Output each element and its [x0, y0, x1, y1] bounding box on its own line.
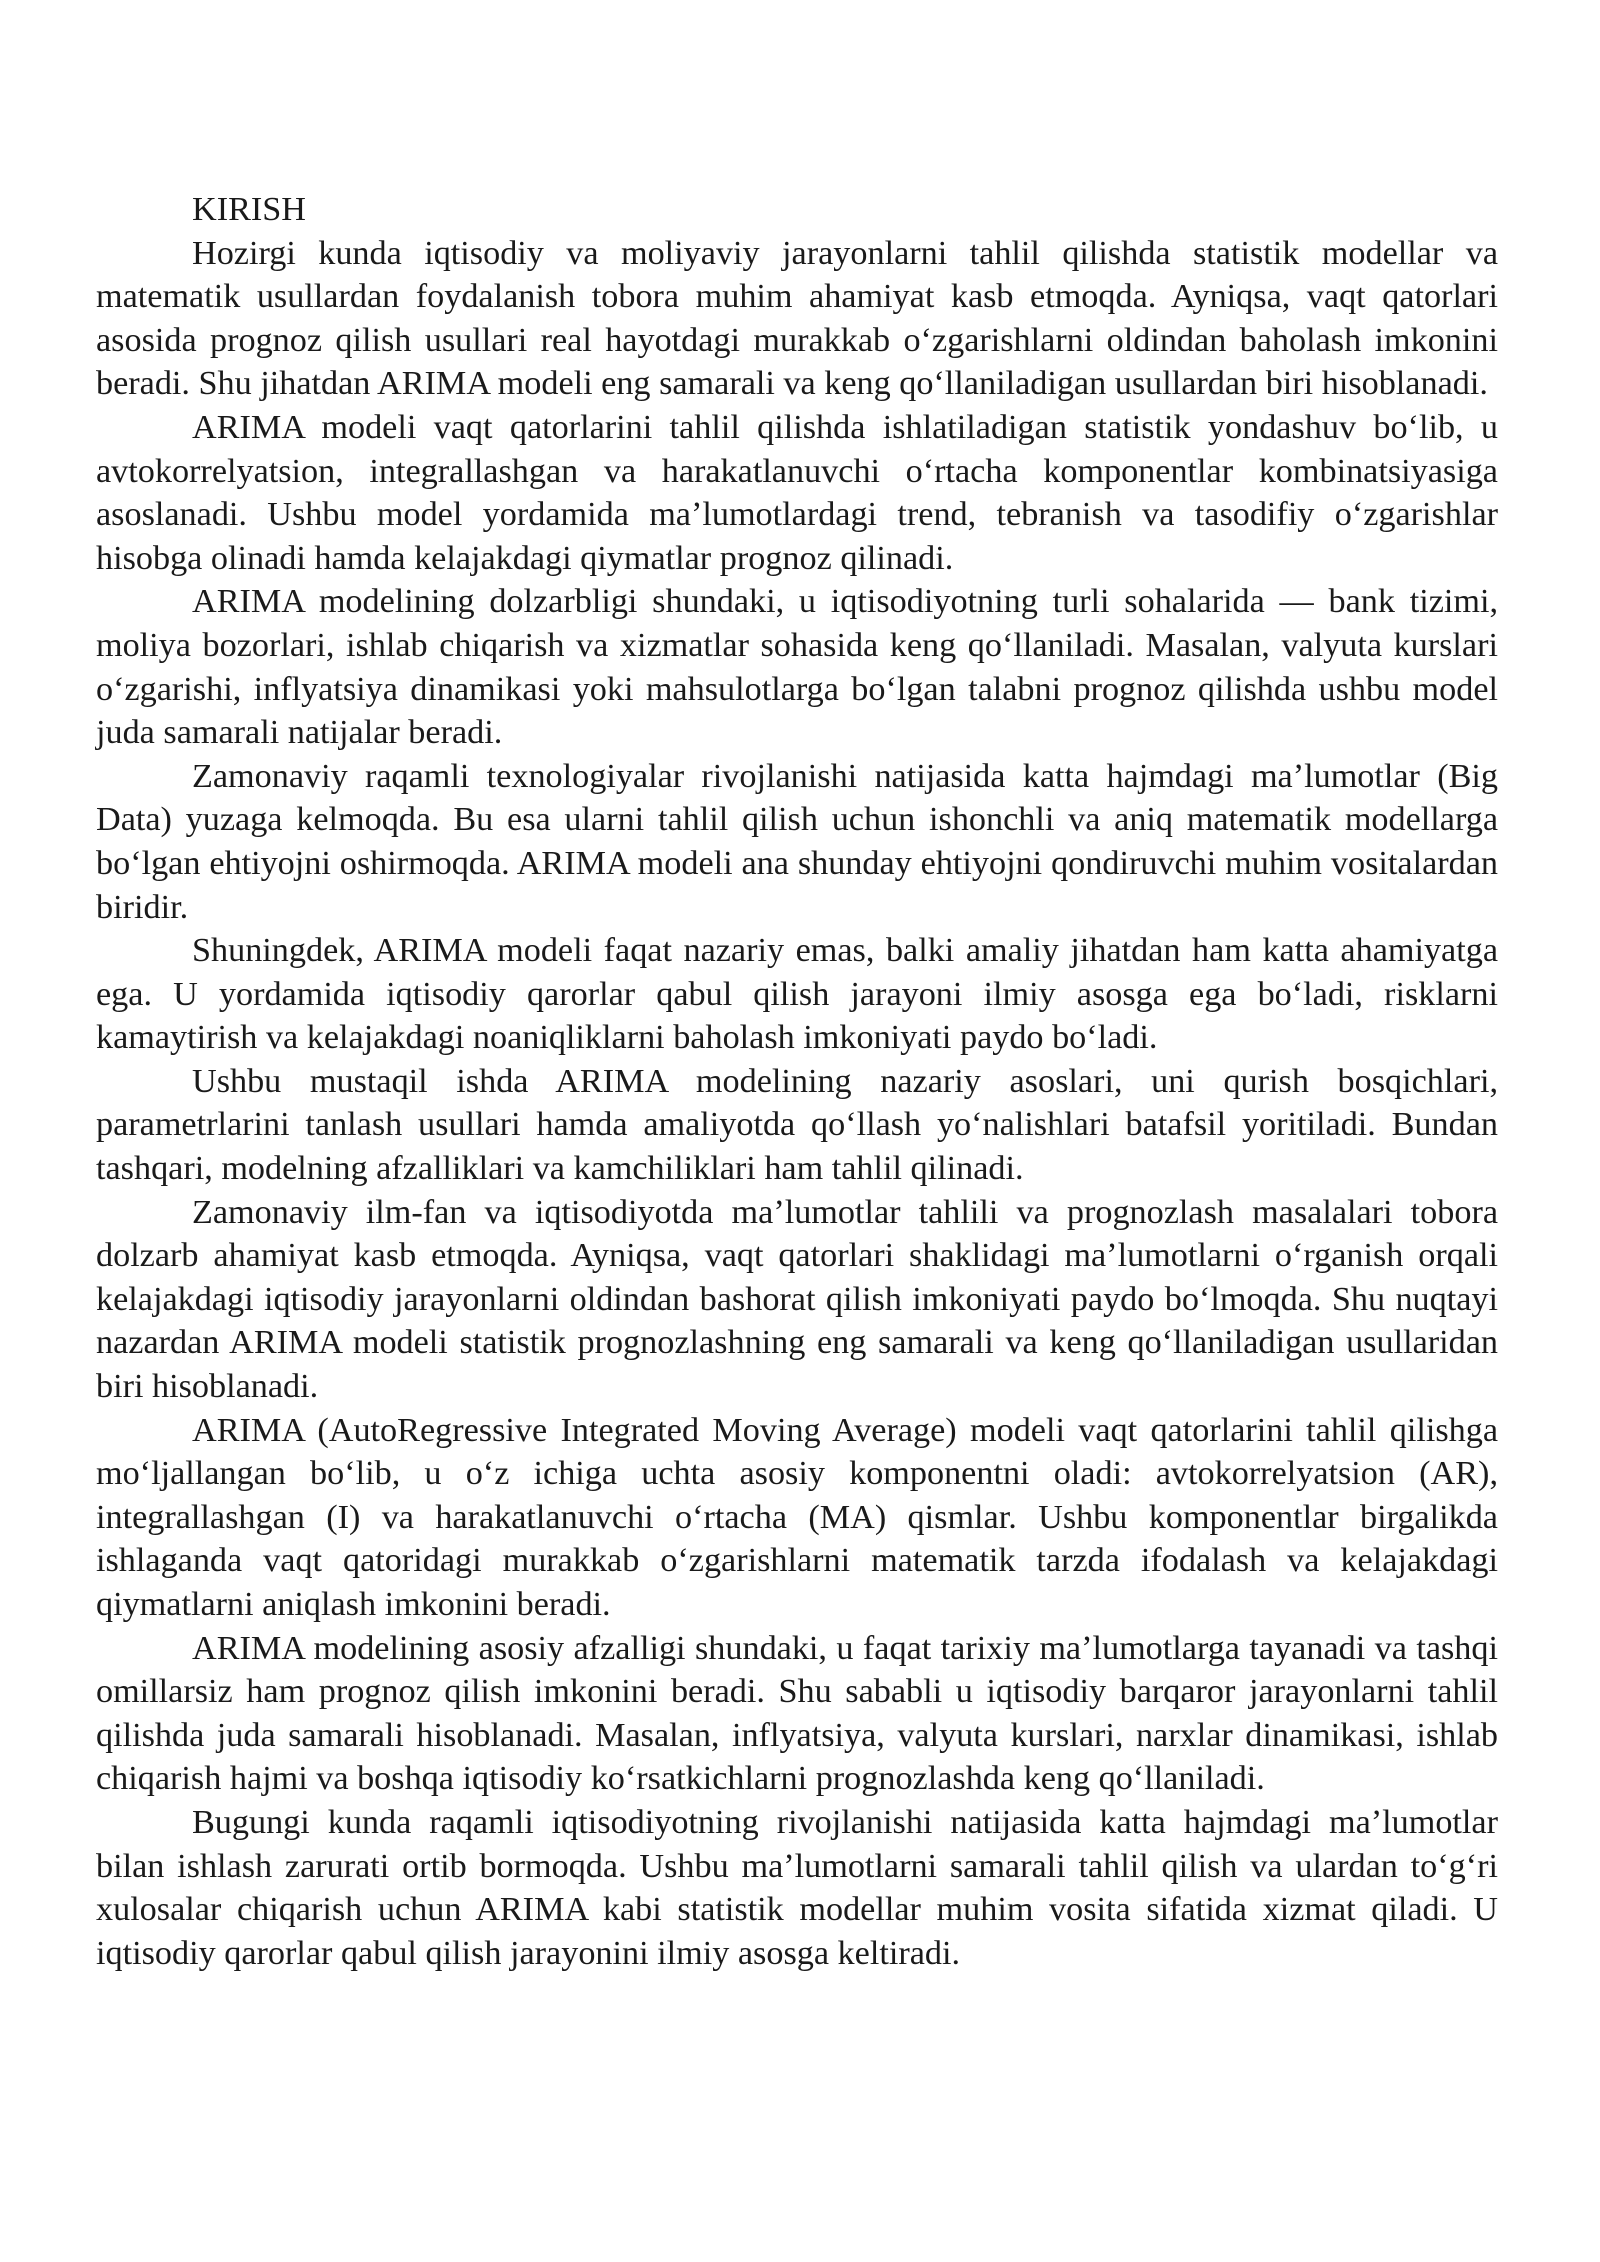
paragraph-9: ARIMA modelining asosiy afzalligi shundaki, u faqat tarixiy maʼlumotlarga tayanadi va tashqi omillarsiz ham prognoz qilish imkonini beradi. Shu sababli u iqtisodiy barqaror jarayonlarni tahlil qilishda juda samarali hisoblanadi. Masalan, inflyatsiya, valyuta kurslari, narxlar dinamikasi, ishlab chiqarish hajmi va boshqa iqtisodiy koʻrsatkichlarni prognozlashda keng qoʻllaniladi. [96, 1629, 1498, 1798]
paragraph-10: Bugungi kunda raqamli iqtisodiyotning rivojlanishi natijasida katta hajmdagi maʼlumotlar bilan ishlash zarurati ortib bormoqda. Ushbu maʼlumotlarni samarali tahlil qilish va ulardan toʻgʻri xulosalar chiqarish uchun ARIMA kabi statistik modellar muhim vosita sifatida xizmat qiladi. U iqtisodiy qarorlar qabul qilish jarayonini ilmiy asosga keltiradi. [96, 1803, 1498, 1972]
paragraph-6: Ushbu mustaqil ishda ARIMA modelining nazariy asoslari, uni qurish bosqichlari, parametrlarini tanlash usullari hamda amaliyotda qoʻllash yoʻnalishlari batafsil yoritiladi. Bundan tashqari, modelning afzalliklari va kamchiliklari ham tahlil qilinadi. [96, 1062, 1498, 1188]
paragraph-1: Hozirgi kunda iqtisodiy va moliyaviy jarayonlarni tahlil qilishda statistik modellar va matematik usullardan foydalanish tobora muhim ahamiyat kasb etmoqda. Ayniqsa, vaqt qatorlari asosida prognoz qilish usullari real hayotdagi murakkab oʻzgarishlarni oldindan baholash imkonini beradi. Shu jihatdan ARIMA modeli eng samarali va keng qoʻllaniladigan usullardan biri hisoblanadi. [96, 234, 1498, 403]
paragraph-2: ARIMA modeli vaqt qatorlarini tahlil qilishda ishlatiladigan statistik yondashuv boʻlib, u avtokorrelyatsion, integrallashgan va harakatlanuvchi oʻrtacha komponentlar kombinatsiyasiga asoslanadi. Ushbu model yordamida maʼlumotlardagi trend, tebranish va tasodifiy oʻzgarishlar hisobga olinadi hamda kelajakdagi qiymatlar prognoz qilinadi. [96, 408, 1498, 577]
document-page [96, 188, 1498, 1975]
paragraph-4: Zamonaviy raqamli texnologiyalar rivojlanishi natijasida katta hajmdagi maʼlumotlar (Big Data) yuzaga kelmoqda. Bu esa ularni tahlil qilish uchun ishonchli va aniq matematik modellarga boʻlgan ehtiyojni oshirmoqda. ARIMA modeli ana shunday ehtiyojni qondiruvchi muhim vositalardan biridir. [96, 757, 1498, 926]
section-heading: KIRISH [192, 191, 306, 228]
paragraph-5: Shuningdek, ARIMA modeli faqat nazariy emas, balki amaliy jihatdan ham katta ahamiyatga ega. U yordamida iqtisodiy qarorlar qabul qilish jarayoni ilmiy asosga ega boʻladi, risklarni kamaytirish va kelajakdagi noaniqliklarni baholash imkoniyati paydo boʻladi. [96, 932, 1498, 1057]
paragraph-3: ARIMA modelining dolzarbligi shundaki, u iqtisodiyotning turli sohalarida — bank tizimi, moliya bozorlari, ishlab chiqarish va xizmatlar sohasida keng qoʻllaniladi. Masalan, valyuta kurslari oʻzgarishi, inflyatsiya dinamikasi yoki mahsulotlarga boʻlgan talabni prognoz qilishda ushbu model juda samarali natijalar beradi. [96, 583, 1498, 752]
paragraph-8: ARIMA (AutoRegressive Integrated Moving Average) modeli vaqt qatorlarini tahlil qilishga moʻljallangan boʻlib, u oʻz ichiga uchta asosiy komponentni oladi: avtokorrelyatsion (AR), integrallashgan (I) va harakatlanuvchi oʻrtacha (MA) qismlar. Ushbu komponentlar birgalikda ishlaganda vaqt qatoridagi murakkab oʻzgarishlarni matematik tarzda ifodalash va kelajakdagi qiymatlarni aniqlash imkonini beradi. [96, 1411, 1498, 1623]
paragraph-7: Zamonaviy ilm-fan va iqtisodiyotda maʼlumotlar tahlili va prognozlash masalalari tobora dolzarb ahamiyat kasb etmoqda. Ayniqsa, vaqt qatorlari shaklidagi maʼlumotlarni oʻrganish orqali kelajakdagi iqtisodiy jarayonlarni oldindan bashorat qilish imkoniyati paydo boʻlmoqda. Shu nuqtayi nazardan ARIMA modeli statistik prognozlashning eng samarali va keng qoʻllaniladigan usullaridan biri hisoblanadi. [96, 1193, 1498, 1406]
